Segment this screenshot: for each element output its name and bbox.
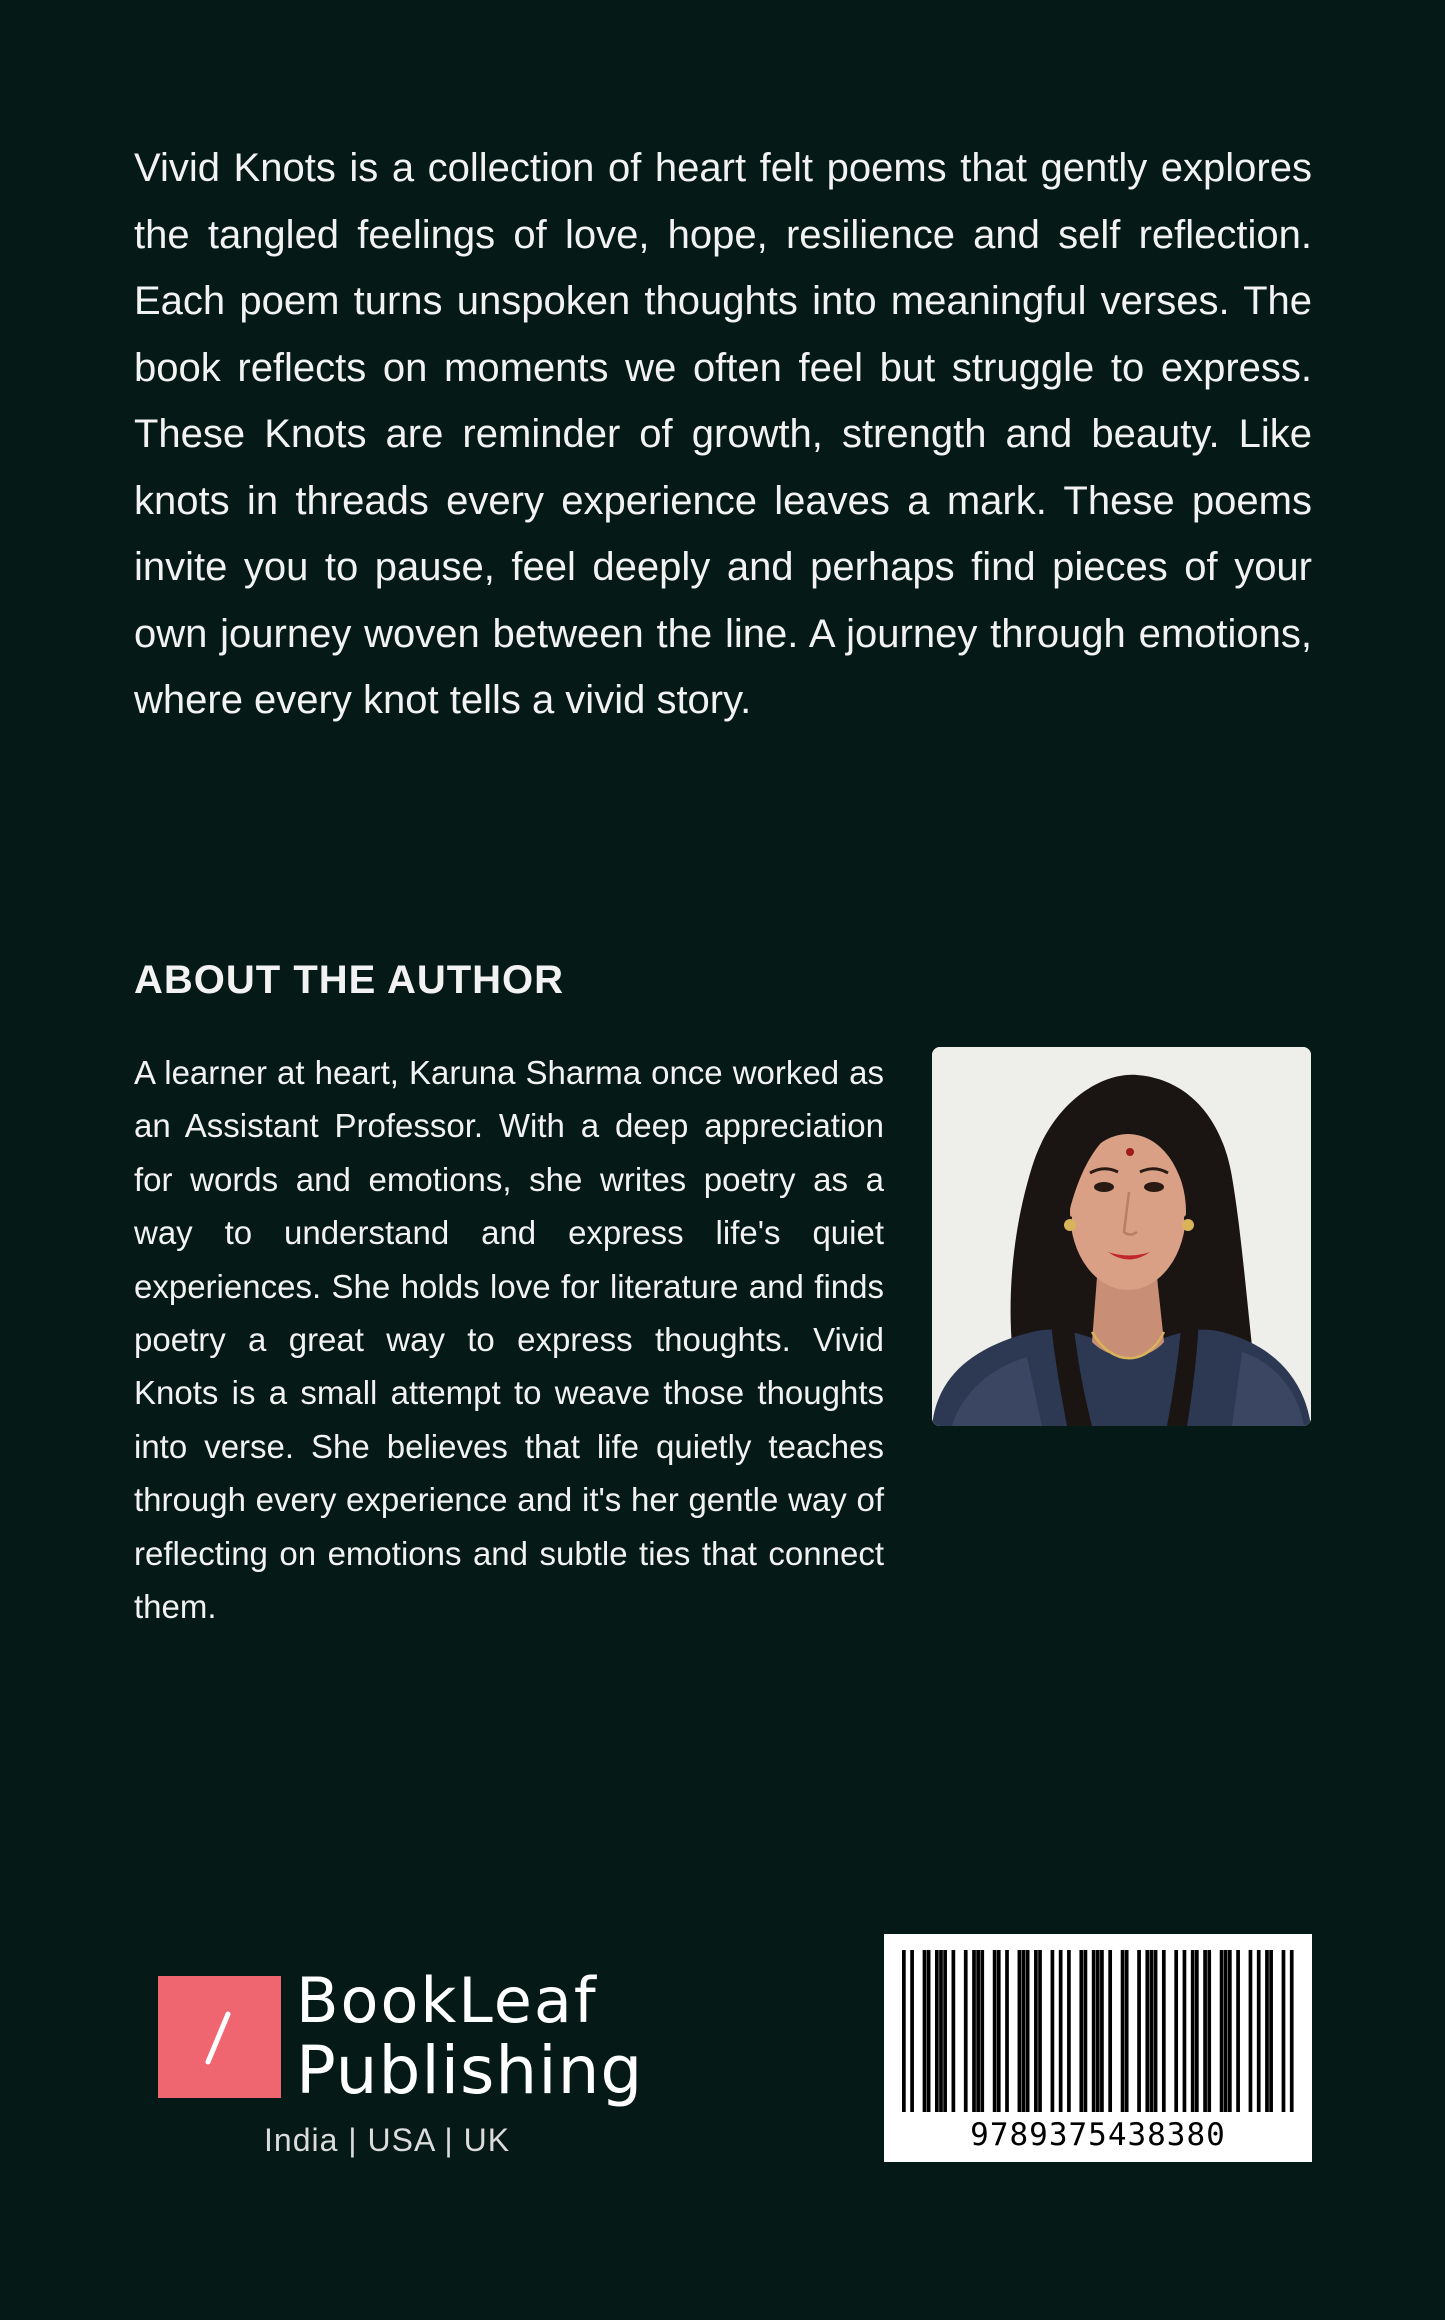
barcode-bar [980, 1950, 984, 2112]
barcode-bar [1183, 1950, 1187, 2112]
barcode-bars [884, 1934, 1312, 2114]
barcode-bar [1207, 1950, 1211, 2112]
barcode-bar [1228, 1950, 1232, 2112]
barcode-bar [1100, 1950, 1104, 2112]
barcode-bar [997, 1950, 1001, 2112]
barcode-bar [1125, 1950, 1129, 2112]
barcode-bar [993, 1950, 997, 2112]
barcode-bar [964, 1950, 968, 2112]
barcode-bar [1026, 1950, 1030, 2112]
barcode-bar [1174, 1950, 1178, 2112]
barcode-bar [1092, 1950, 1096, 2112]
barcode-bar [1022, 1950, 1026, 2112]
barcode-bar [1162, 1950, 1166, 2112]
barcode-bar [1154, 1950, 1158, 2112]
barcode-bar [1137, 1950, 1141, 2112]
barcode-bar [1203, 1950, 1207, 2112]
barcode-bar [1018, 1950, 1022, 2112]
barcode-bar [1034, 1950, 1038, 2112]
barcode-bar [1269, 1950, 1273, 2112]
barcode-bar [1265, 1950, 1269, 2112]
publisher-regions: India | USA | UK [264, 2122, 511, 2158]
barcode-bar [902, 1950, 906, 2112]
barcode-bar [1257, 1950, 1261, 2112]
barcode-bar [952, 1950, 956, 2112]
barcode-bar [1121, 1950, 1125, 2112]
book-blurb: Vivid Knots is a collection of heart felt poems that gently explores the tangled feelings of love, hope, resilience and self reflection. Each poem turns unspoken thoughts into meaningful verses. The book reflects on moments we often feel but struggle to express. These Knots are reminder of growth, strength and beauty. Like knots in threads every experience leaves a mark. These poems invite you to pause, feel deeply and perhaps find pieces of your own journey woven between the line. A journey through emotions, where every knot tells a vivid story. [134, 146, 1312, 722]
barcode-bar [910, 1950, 914, 2112]
barcode-bar [1005, 1950, 1009, 2112]
barcode-bar [923, 1950, 927, 2112]
about-author-heading: ABOUT THE AUTHOR [134, 958, 565, 1002]
publisher-name-line2: Publishing [296, 2032, 644, 2109]
barcode-bar [1079, 1950, 1083, 2112]
barcode-bar [935, 1950, 939, 2112]
barcode-bar [1108, 1950, 1112, 2112]
barcode-bar [1195, 1950, 1199, 2112]
barcode-bar [1220, 1950, 1224, 2112]
isbn-barcode [884, 1934, 1312, 2162]
barcode-bar [1145, 1950, 1149, 2112]
barcode-bar [943, 1950, 947, 2112]
barcode-bar [1150, 1950, 1154, 2112]
barcode-bar [1282, 1950, 1286, 2112]
barcode-bar [1067, 1950, 1071, 2112]
barcode-bar [972, 1950, 976, 2112]
barcode-bar [1051, 1950, 1055, 2112]
author-photo [932, 1047, 1311, 1426]
barcode-bar [1059, 1950, 1063, 2112]
barcode-bar [1096, 1950, 1100, 2112]
barcode-bar [1038, 1950, 1042, 2112]
barcode-bar [1191, 1950, 1195, 2112]
barcode-bar [1084, 1950, 1088, 2112]
barcode-bar [976, 1950, 980, 2112]
barcode-bar [1236, 1950, 1240, 2112]
barcode-bar [1290, 1950, 1294, 2112]
author-bio: A learner at heart, Karuna Sharma once worked as an Assistant Professor. With a deep appreciation for words and emotions, she writes poetry as a way to understand and express life's quiet experiences. She holds love for literature and finds poetry a great way to express thoughts. Vivid Knots is a small attempt to weave those thoughts into verse. She believes that life quietly teaches through every experience and it's her gentle way of reflecting on emotions and subtle ties that connect them. [134, 1054, 884, 1626]
barcode-bar [1224, 1950, 1228, 2112]
isbn-number: 9789375438380 [970, 2117, 1226, 2153]
bookleaf-logo-icon [158, 1976, 281, 2098]
barcode-bar [1249, 1950, 1253, 2112]
barcode-bar [939, 1950, 943, 2112]
publisher-name-line1: BookLeaf [296, 1964, 598, 2037]
barcode-bar [927, 1950, 931, 2112]
